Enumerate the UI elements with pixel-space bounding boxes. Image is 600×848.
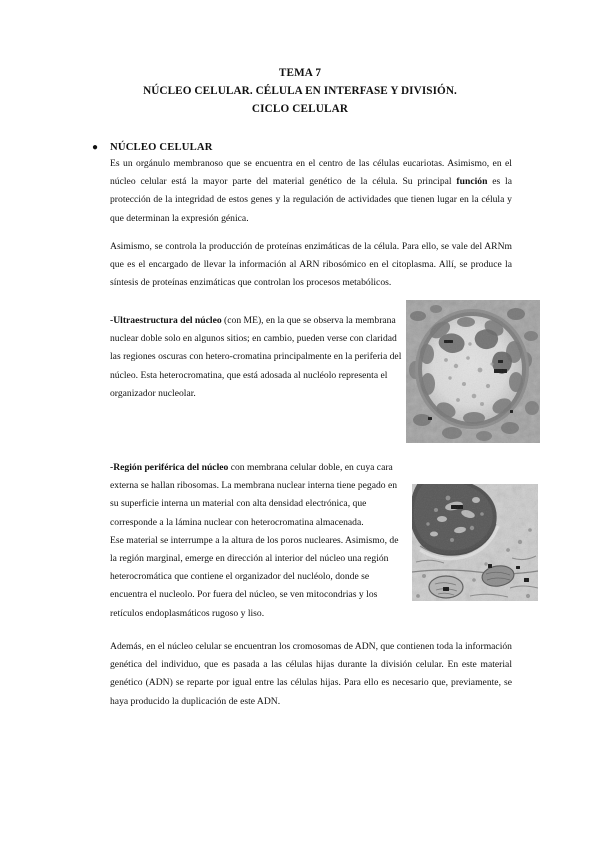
paragraph-intro-bold-funcion: función — [456, 176, 488, 188]
paragraph-region-body: con membrana celular doble, en cuya cara externa se hallan ribosomas. La membrana nuclear interna tiene pegado en su superficie interna un material con alta densidad electrónica, que corresponde a la lámina nuclear con heterocromatina almacenada. — [110, 462, 398, 528]
periphery-micrograph-canvas — [412, 484, 538, 601]
title-line-subject: NÚCLEO CELULAR. CÉLULA EN INTERFASE Y DIVISIÓN. — [143, 85, 457, 97]
section-heading-label: NÚCLEO CELULAR — [110, 142, 213, 153]
title-line-ciclo: CICLO CELULAR — [251, 103, 349, 115]
paragraph-intro — [110, 155, 512, 228]
paragraph-region-periferica — [110, 459, 406, 623]
paragraph-ultraestructura-body: (con ME), en la que se observa la membrana nuclear doble solo en algunos sitios; en cambio, pueden verse con claridad las regiones oscuras con hetero-cromatina principalmente en la periferia del núcleo. Esta heterocromatina, que está adosada al nucléolo representa el organizador nucleolar. — [110, 315, 402, 399]
paragraph-intro-part2: es la protección de la integridad de estos genes y la regulación de actividades que tienen lugar en la célula y que determinan la expresión génica. — [110, 176, 513, 224]
paragraph-intro-part1: Es un orgánulo membranoso que se encuentra en el centro de las células eucariotas. Asimismo, en el núcleo celular está la mayor parte del material genético de la célula. Su principal — [110, 158, 512, 188]
paragraph-ultraestructura-lead: -Ultraestructura del núcleo — [110, 315, 222, 326]
nuclear-periphery-electron-micrograph — [412, 484, 538, 601]
paragraph-arnm: Asimismo, se controla la producción de proteínas enzimáticas de la célula. Para ello, se vale del ARNm que es el encargado de llevar la información al ARN ribosómico en el citoplasma. Allí, se produce la síntesis de proteínas enzimáticas que controlan los procesos metabólicos. — [110, 241, 512, 289]
paragraph-region-lead: -Región periférica del núcleo — [110, 462, 229, 473]
bullet-icon: ● — [92, 142, 99, 153]
nucleus-electron-micrograph — [406, 300, 540, 443]
paragraph-ultraestructura — [110, 312, 406, 403]
paragraph-region-body2: Ese material se interrumpe a la altura de los poros nucleares. Asimismo, de la región marginal, emerge en dirección al interior del núcleo una región heterocromática que contiene el organizador del nucléolo, donde se encuentra el nucleolo. Por fuera del núcleo, se ven mitocondrias y los retículos endoplasmáticos rugoso y liso. — [110, 534, 399, 619]
paragraph-adn: Además, en el núcleo celular se encuentran los cromosomas de ADN, que contienen toda la información genética del individuo, que es pasada a las células hijas durante la división celular. En este material genético (ADN) se reparte por igual entre las células hijas. Para ello es necesario que, previamente, se haya producido la duplicación de este ADN. — [110, 641, 512, 707]
section-heading-row — [92, 140, 522, 155]
nucleus-micrograph-canvas — [406, 300, 540, 443]
document-title-block — [60, 64, 540, 118]
title-line-tema: TEMA 7 — [278, 67, 322, 79]
